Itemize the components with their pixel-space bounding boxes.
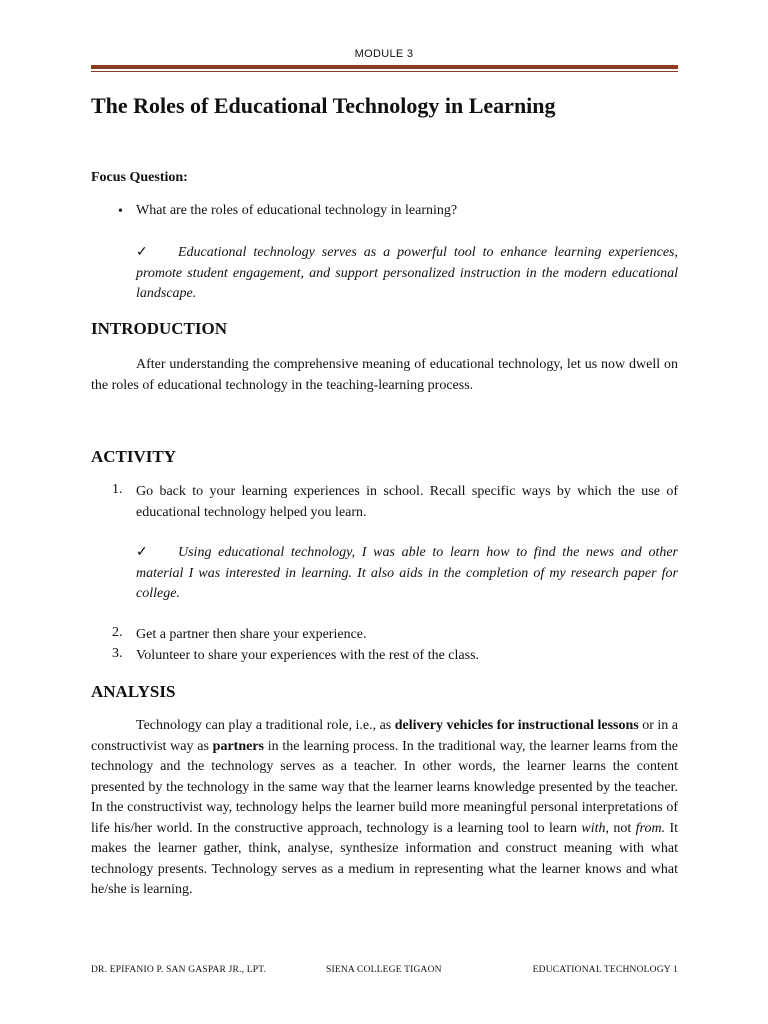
analysis-heading: ANALYSIS	[91, 682, 176, 701]
focus-answer	[136, 243, 678, 305]
activity-item-text: Volunteer to share your experiences with the rest of the class.	[136, 648, 480, 663]
analysis-italic-word: from.	[635, 820, 666, 836]
footer-course: EDUCATIONAL TECHNOLOGY 1	[532, 965, 678, 975]
activity-answer-text: Using educational technology, I was able to learn how to find the news and other material I was interested in learning. It also aids in the completion of my research paper for college.	[136, 545, 678, 601]
activity-item-text: Get a partner then share your experience.	[136, 627, 367, 642]
footer-author: DR. EPIFANIO P. SAN GASPAR JR., LPT.	[91, 965, 267, 975]
activity-item-number: 3.	[112, 646, 123, 661]
focus-answer-text: Educational technology serves as a powerful tool to enhance learning experiences, promote student engagement, and support personalized instruction in the modern educational landscape.	[136, 245, 678, 301]
activity-item-number: 2.	[112, 625, 123, 640]
focus-question-label: Focus Question:	[91, 170, 188, 185]
activity-item-text: Go back to your learning experiences in school. Recall specific ways by which the use of educational technology helped you learn.	[136, 484, 678, 520]
bullet-icon: •	[118, 204, 123, 219]
header-rule-thin	[91, 71, 678, 72]
introduction-text: After understanding the comprehensive meaning of educational technology, let us now dwell on the roles of educational technology in the teaching-learning process.	[91, 357, 678, 393]
analysis-text: Technology can play a traditional role, i.e., as delivery vehicles for instructional lessons or in a constructivist way as partners in the learning process. In the traditional way, the learner learns from the technology and the technology serves as a teacher. In other words, the learner learns the content presented by the technology in the same way that the learner learns knowledge presented by the teacher. In the constructivist way, technology helps the learner build more meaningful personal interpretations of life his/her world. In the constructive approach, technology is a learning tool to learn with, not from. It makes the learner gather, think, analyse, synthesize information and construct meaning with what technology presents. Technology serves as a medium in representing what the learner knows and what he/she is learning.	[91, 718, 679, 897]
analysis-italic-word: with,	[581, 820, 609, 836]
module-label: MODULE 3	[354, 48, 414, 60]
checkmark-icon: ✓	[136, 245, 148, 260]
checkmark-icon: ✓	[136, 545, 148, 560]
introduction-heading: INTRODUCTION	[91, 319, 228, 338]
activity-item-number: 1.	[112, 482, 123, 497]
analysis-bold-phrase: delivery vehicles for instructional lessons	[394, 718, 639, 733]
footer-school: SIENA COLLEGE TIGAON	[326, 965, 442, 975]
header-rule-thick	[91, 65, 678, 69]
activity-heading: ACTIVITY	[91, 447, 177, 466]
activity-answer	[136, 543, 678, 605]
analysis-bold-phrase: partners	[212, 738, 264, 754]
page-title: The Roles of Educational Technology in Learning	[91, 93, 556, 118]
focus-question-text: What are the roles of educational technology in learning?	[136, 203, 458, 218]
